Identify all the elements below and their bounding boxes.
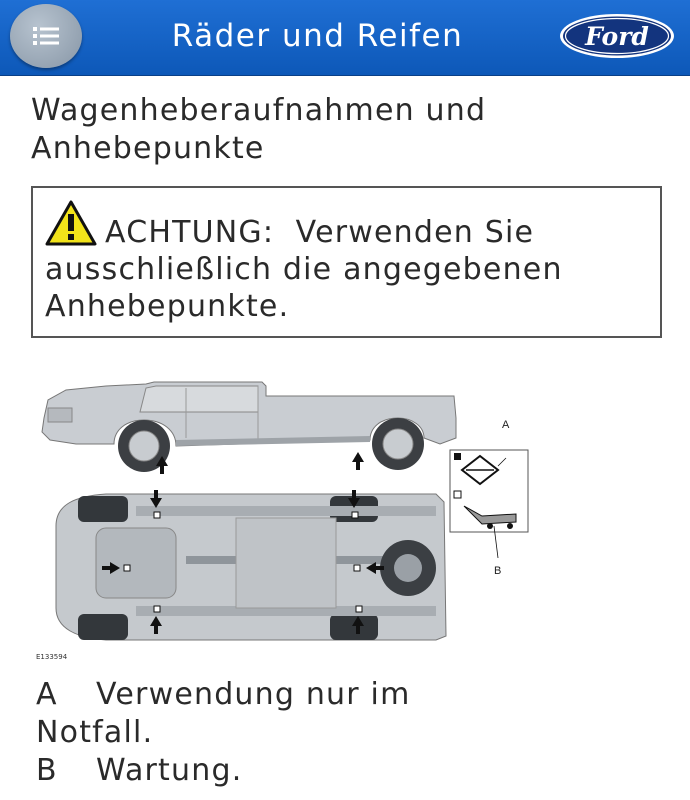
ford-logo bbox=[558, 12, 676, 60]
warning-label: ACHTUNG: bbox=[105, 215, 275, 250]
legend-key-a: A bbox=[36, 677, 58, 712]
page-title-line2: Anhebepunkte bbox=[31, 131, 265, 166]
menu-button[interactable] bbox=[10, 4, 82, 68]
page-header-title: Räder und Reifen bbox=[171, 18, 464, 54]
callout-a: A bbox=[502, 419, 510, 431]
lift-arrow-side-rear bbox=[352, 452, 364, 470]
warning-text-3: Anhebepunkte. bbox=[45, 289, 290, 324]
warning-text-1: Verwenden Sie bbox=[295, 215, 535, 250]
legend-text-a-2: Notfall. bbox=[36, 715, 154, 750]
truck-side-view bbox=[42, 382, 456, 474]
legend-key-b: B bbox=[36, 753, 58, 788]
callout-b: B bbox=[494, 565, 502, 577]
legend-text-b-1: Wartung. bbox=[96, 753, 243, 788]
list-menu-icon bbox=[33, 26, 59, 46]
warning-line1 bbox=[45, 200, 650, 251]
warning-box bbox=[31, 186, 662, 338]
warning-text-2: ausschließlich die angegebenen bbox=[45, 252, 563, 287]
ford-logo-text: Ford bbox=[585, 22, 649, 51]
page-title-line1: Wagenheberaufnahmen und bbox=[31, 93, 487, 128]
page-title bbox=[31, 92, 661, 168]
legend-item-b bbox=[36, 752, 656, 790]
legend-text-a-1: Verwendung nur im bbox=[96, 677, 411, 712]
jack-legend-box bbox=[450, 419, 528, 577]
diagram-id: E133594 bbox=[36, 653, 68, 661]
legend bbox=[36, 676, 656, 790]
app-header bbox=[0, 0, 690, 76]
lifting-points-diagram bbox=[36, 378, 536, 664]
warning-triangle-icon bbox=[45, 200, 97, 246]
legend-item-a bbox=[36, 676, 656, 714]
truck-underside-view bbox=[56, 490, 446, 640]
